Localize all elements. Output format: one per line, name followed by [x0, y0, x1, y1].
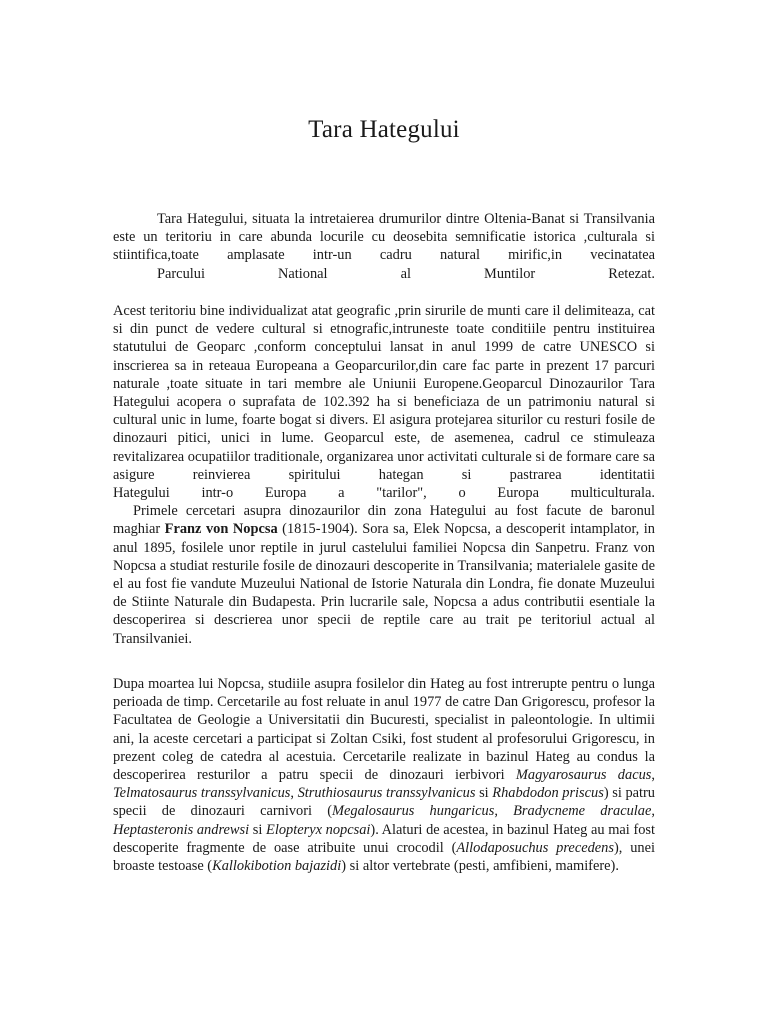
species-name: Megalosaurus hungaricus: [332, 803, 495, 820]
research-text: ,: [290, 785, 298, 802]
geoparc-text: Acest teritoriu bine individualizat atat geografic ,prin sirurile de munti care il delimiteaza, cat si din punct de vedere cultural si etnografic,intruneste toate conditiile pentru instituirea statutului de Geoparc ,conform conceptului lansat in anul 1999 de catre UNESCO si inscrierea sa in reteaua Europeana a Geoparcurilor,din care fac parte in prezent 17 parcuri naturale ,toate situate in tari membre ale Uniunii Europene.Geoparcul Dinozaurilor Tara Hategului acopera o suprafata de 102.392 ha si beneficiaza de un patrimoniu natural si cultural unic in lume, foarte bogat si divers. El asigura protejarea siturilor cu resturi fosile de dinozauri pitici, unici in lume. Geoparcul este, de asemenea, cadrul ce stimuleaza revitalizarea ocupatiilor traditionale, organizarea unor activitati culturale si de formare care sa asigure reinvierea spiritului hategan si pastrarea identitatii: [113, 303, 655, 483]
species-name: Kallokibotion bajazidi: [212, 858, 342, 875]
nopcsa-name: Franz von Nopcsa: [164, 521, 278, 538]
research-text: ) si patru specii de dinozauri carnivori (: [113, 785, 656, 820]
species-name: Heptasteronis andrewsi: [113, 821, 250, 838]
research-text: si: [475, 785, 493, 802]
nopcsa-text-a: Primele cercetari asupra dinozaurilor din zona Hategului au fost facute de baronul maghiar: [113, 503, 655, 538]
paragraph-research: [113, 675, 655, 875]
species-name: Magyarosaurus dacus: [515, 767, 652, 784]
species-name: Telmatosaurus transsylvanicus: [113, 785, 291, 802]
nopcsa-text-b: (1815-1904). Sora sa, Elek Nopcsa, a descoperit intamplator, in anul 1895, fosilele unor reptile in jurul castelului familiei Nopcsa din Sanpetru. Franz von Nopcsa a studiat resturile fosile de dinozauri descoperite in Transilvania; materialele gasite de el au fost fie vandute Muzeului National de Istorie Naturala din Londra, fie donate Muzeului de Stiinte Naturale din Budapesta. Prin lucrarile sale, Nopcsa a adus contributii esentiale la descoperirea si descrierea unor specii de reptile care au trait pe teritoriul actual al Transilvaniei.: [113, 521, 655, 647]
research-text: ) si altor vertebrate (pesti, amfibieni, mamifere).: [341, 858, 619, 875]
intro-last-line: Parcului National al Muntilor Retezat.: [157, 265, 655, 282]
research-text: ), unei broaste testoase (: [113, 839, 655, 875]
species-name: Elopteryx nopcsai: [266, 821, 371, 838]
research-text: ). Alaturi de acestea, in bazinul Hateg au mai fost descoperite fragmente de oase atribuite unui crocodil (: [113, 821, 656, 856]
research-text: ,: [651, 803, 656, 820]
species-name: Bradycneme draculae: [513, 803, 652, 820]
research-text: ,: [651, 767, 655, 784]
paragraph-geoparc: [113, 302, 655, 648]
research-text: Dupa moartea lui Nopcsa, studiile asupra fosilelor din Hateg au fost intrerupte pentru o lunga perioada de timp. Cercetarile au fost reluate in anul 1977 de catre Dan Grigorescu, profesor la Facultatea de Geologie a Universitatii din Bucuresti, specialist in paleontologie. In ultimii ani, la aceste cercetari a participat si Zoltan Csiki, fost student al profesorului Grigorescu, in prezent coleg de catedra al acestuia. Cercetarile realizate in bazinul Hateg au condus la descoperirea resturilor a patru specii de dinozauri ierbivori: [113, 676, 655, 784]
paragraph-intro: [113, 210, 655, 283]
nopcsa-paragraph: [113, 502, 655, 648]
geoparc-last-line: Hategului intr-o Europa a "tarilor", o Europa multiculturala.: [113, 485, 655, 502]
species-name: Rhabdodon priscus: [492, 785, 604, 802]
intro-text: Tara Hategului, situata la intretaierea drumurilor dintre Oltenia-Banat si Transilvania este un teritoriu in care abunda locurile cu deosebita semnificatie istorica ,culturala si stiintifica,toate amplasate intr-un cadru natural mirific,in vecinatatea: [113, 211, 655, 264]
species-name: Allodaposuchus precedens: [456, 839, 614, 856]
document-title: Tara Hategului: [308, 116, 460, 143]
species-name: Struthiosaurus transsylvanicus: [297, 785, 476, 802]
research-text: si: [249, 821, 267, 838]
research-text: ,: [494, 803, 514, 820]
